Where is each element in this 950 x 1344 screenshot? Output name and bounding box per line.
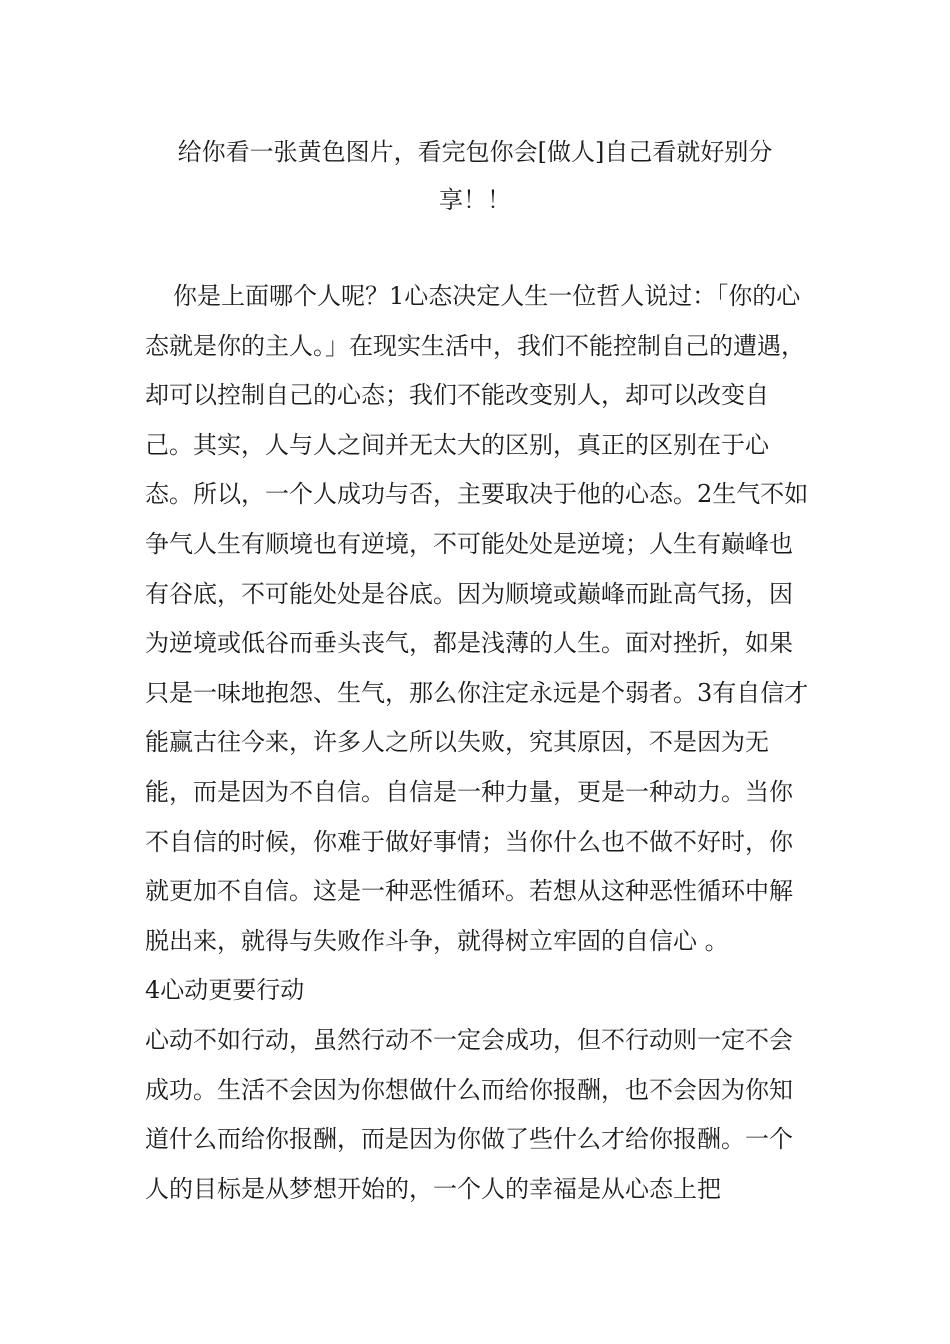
document-title: 给你看一张黄色图片，看完包你会[做人]自己看就好别分享！！ — [177, 138, 773, 214]
document-body — [145, 272, 810, 1214]
section-heading-4: 4心动更要行动 — [145, 976, 305, 1005]
paragraph-2: 心动不如行动，虽然行动不一定会成功，但不行动则一定不会成功。生活不会因为你想做什么而给你报酬，也不会因为你知道什么而给你报酬，而是因为你做了些什么才给你报酬。一个人的目标是从梦想开始的，一个人的幸福是从心态上把 — [145, 1025, 793, 1203]
paragraph-1: 你是上面哪个人呢？1心态决定人生一位哲人说过：「你的心态就是你的主人。」在现实生活中，我们不能控制自己的遭遇，却可以控制自己的心态；我们不能改变别人，却可以改变自己。其实，人与人之间并无太大的区别，真正的区别在于心态。所以，一个人成功与否，主要取决于他的心态。2生气不如争气人生有顺境也有逆境，不可能处处是逆境；人生有巅峰也有谷底，不可能处处是谷底。因为顺境或巅峰而趾高气扬，因为逆境或低谷而垂头丧气，都是浅薄的人生。面对挫折，如果只是一味地抱怨、生气，那么你注定永远是个弱者。3有自信才能赢古往今来，许多人之所以失败，究其原因，不是因为无能，而是因为不自信。自信是一种力量，更是一种动力。当你不自信的时候，你难于做好事情；当你什么也不做不好时，你就更加不自信。这是一种恶性循环。若想从这种恶性循环中解脱出来，就得与失败作斗争，就得树立牢固的自信心 。 — [145, 282, 809, 955]
